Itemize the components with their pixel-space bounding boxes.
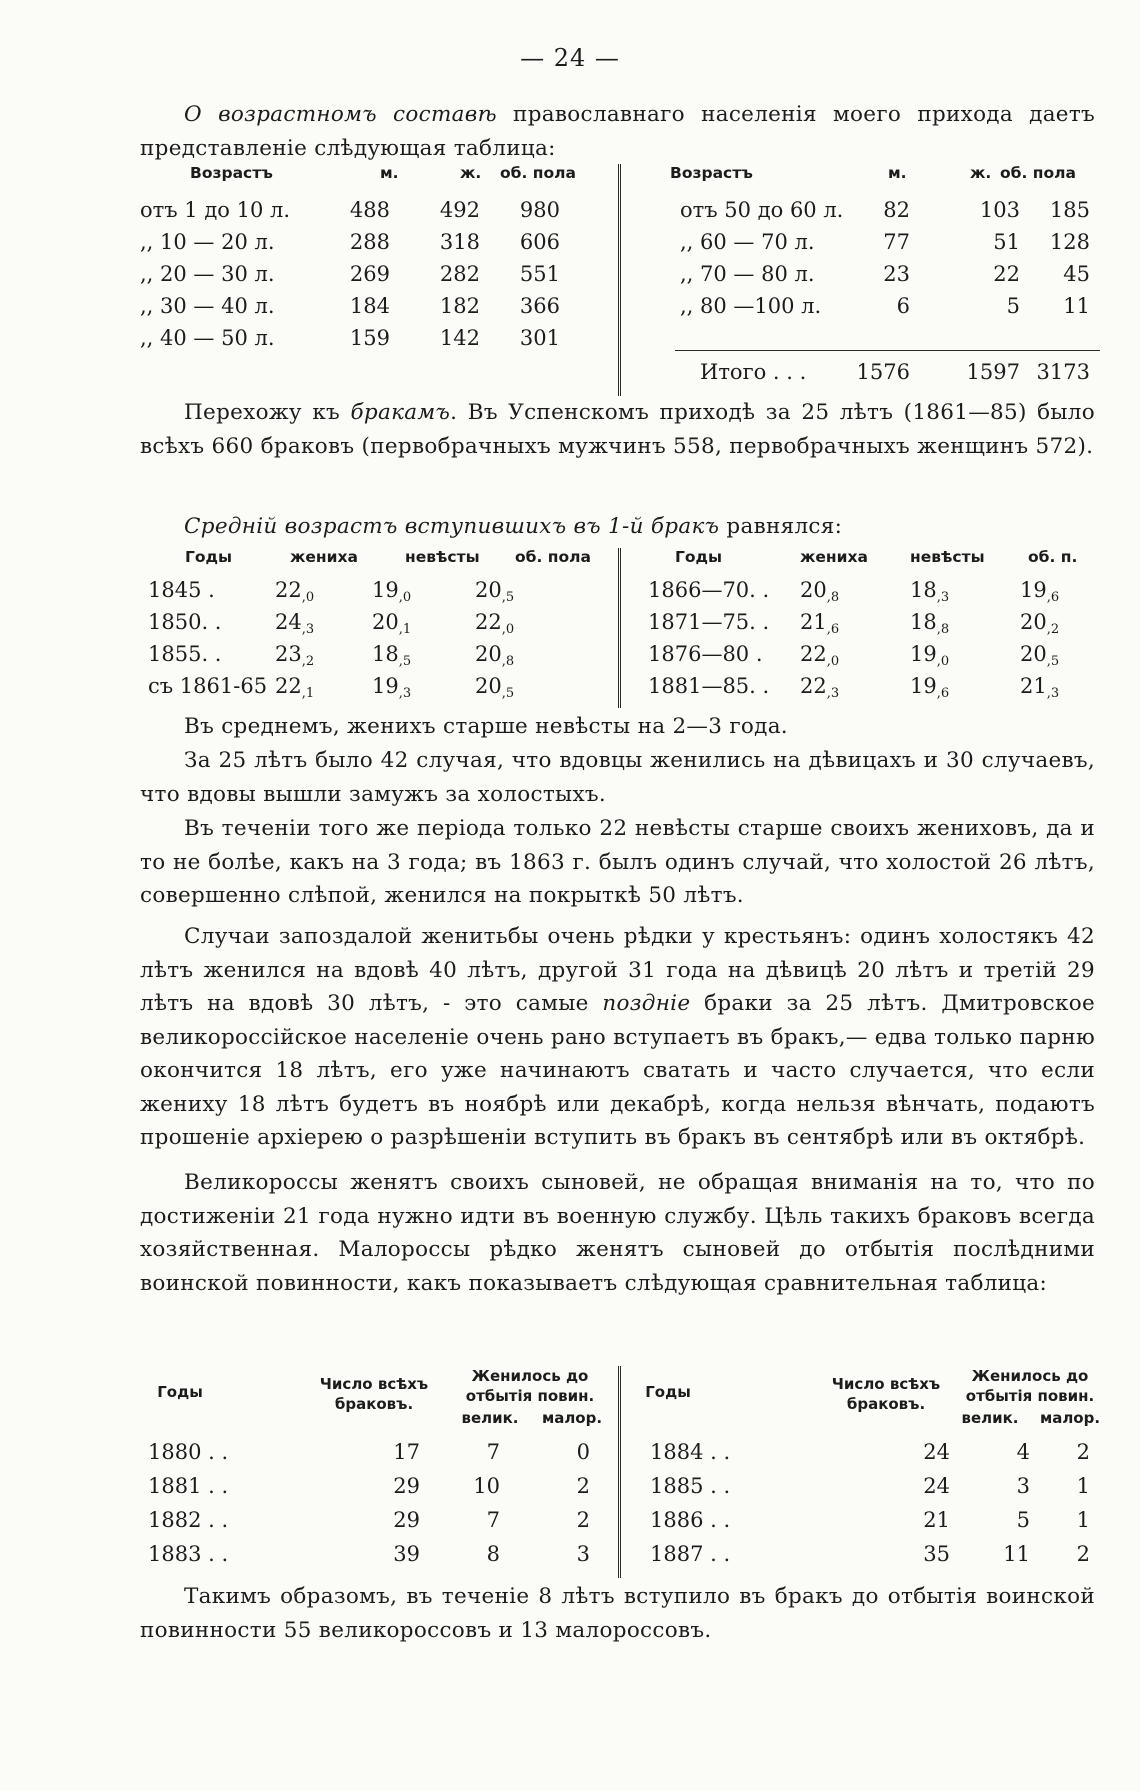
mil-left-cell: 1880 . . — [148, 1440, 229, 1464]
avg-right-value: $22_{,3}$ — [800, 674, 840, 701]
avg-right-decimal: ,5 — [1046, 654, 1060, 669]
avg-left-value: $22_{,1}$ — [275, 674, 315, 701]
age-right-cell: 6 — [896, 294, 910, 318]
age-right-cell: 45 — [1063, 262, 1090, 286]
avg-left-value: $24_{,3}$ — [275, 610, 315, 637]
avg-right-decimal: ,6 — [826, 622, 840, 637]
age-left-cell: 184 — [349, 294, 390, 318]
mil-h-years-r: Годы — [645, 1383, 691, 1401]
age-header-m: м. — [380, 164, 399, 182]
marriages-a: Перехожу къ — [184, 400, 351, 425]
mil-h-mal-r: малор. — [1039, 1409, 1101, 1427]
age-right-cell: ,, 70 — 80 л. — [680, 262, 815, 286]
avg-table-divider — [618, 548, 621, 708]
avg-h-groom: жениха — [290, 548, 358, 566]
age-left-cell: 269 — [349, 262, 390, 286]
mil-left-cell: 8 — [486, 1542, 500, 1566]
age-left-cell: отъ 1 до 10 л. — [140, 198, 290, 222]
age-total-both: 3173 — [1036, 360, 1090, 384]
age-right-cell: 23 — [883, 262, 910, 286]
age-right-cell: 77 — [883, 230, 910, 254]
late-marriage-paragraph — [140, 920, 1095, 1155]
age-total-m: 1576 — [856, 360, 910, 384]
mil-left-cell: 7 — [486, 1440, 500, 1464]
mil-h-married: Женилось до отбытія повин. — [465, 1367, 595, 1405]
late-a: Случаи запоздалой женитьбы очень рѣдки у крестьянъ: одинъ холостякъ 42 лѣтъ женился на вдовѣ 40 лѣтъ, другой 31 года на дѣвицѣ 20 лѣтъ и третій 29 лѣтъ на вдовѣ 30 лѣтъ, - это самые — [140, 924, 1095, 1016]
late-italic: поздніе — [602, 991, 691, 1016]
mil-left-cell: 1881 . . — [148, 1474, 229, 1498]
avg-left-decimal: ,3 — [398, 686, 412, 701]
mil-h-years: Годы — [157, 1383, 203, 1401]
age-table — [140, 164, 1100, 396]
age-header-m-r: м. — [888, 164, 907, 182]
mil-right-cell: 1 — [1076, 1508, 1090, 1532]
avg-right-year: 1876—80 . — [648, 642, 763, 666]
age-header-age-r: Возрастъ — [670, 164, 753, 182]
mil-right-cell: 11 — [1003, 1542, 1030, 1566]
age-table-total-rule — [675, 350, 1100, 351]
mil-h-total: Число всѣхъ браковъ. — [319, 1375, 429, 1413]
age-left-cell: ,, 40 — 50 л. — [140, 326, 275, 350]
late-b: браки за 25 лѣтъ. Дмитровское великороссійское населеніе очень рано вступаетъ въ бракъ,— едва только парню окончится 18 лѣтъ, его уже начинаютъ сватать и часто случается, что если жениху 18 лѣтъ будетъ въ ноябрѣ или декабрѣ, когда нельзя вѣнчать, подаютъ прошеніе архіерею о разрѣшеніи вступить въ бракъ въ сентябрѣ или въ октябрѣ. — [140, 991, 1096, 1150]
avg-right-value: $19_{,6}$ — [910, 674, 950, 701]
avg-right-decimal: ,3 — [1046, 686, 1060, 701]
avg-h-years-r: Годы — [675, 548, 723, 566]
avg-left-year: 1845 . — [148, 578, 215, 602]
age-right-cell: 51 — [993, 230, 1020, 254]
avg-right-value: $19_{,6}$ — [1020, 578, 1060, 605]
avg-left-value: $20_{,8}$ — [475, 642, 515, 669]
page-number: — 24 — — [520, 44, 620, 72]
avg-h-both-r: об. п. — [1028, 548, 1078, 566]
avg-left-decimal: ,0 — [501, 622, 515, 637]
age-right-cell: отъ 50 до 60 л. — [680, 198, 844, 222]
widows-paragraph: За 25 лѣтъ было 42 случая, что вдовцы женились на дѣвицахъ и 30 случаевъ, что вдовы вышли замужъ за холостыхъ. — [140, 748, 1095, 807]
age-right-cell: 82 — [883, 198, 910, 222]
avg-caption-rest: равнялся: — [719, 514, 843, 539]
mil-left-cell: 17 — [393, 1440, 420, 1464]
avg-right-decimal: ,3 — [826, 686, 840, 701]
avg-right-decimal: ,6 — [1046, 590, 1060, 605]
avg-left-value: $23_{,2}$ — [275, 642, 315, 669]
mil-left-cell: 39 — [393, 1542, 420, 1566]
avg-right-value: $20_{,2}$ — [1020, 610, 1060, 637]
avg-table — [140, 548, 1100, 708]
age-header-both-r: об. пола — [1000, 164, 1076, 182]
avg-h-bride: невѣсты — [405, 548, 480, 566]
mil-right-cell: 4 — [1016, 1440, 1030, 1464]
mil-table-divider — [618, 1366, 621, 1578]
intro-rest: православнаго населенія моего прихода даетъ представленіе слѣдующая таблица: — [140, 102, 1096, 161]
avg-right-value: $20_{,8}$ — [800, 578, 840, 605]
avg-right-decimal: ,3 — [936, 590, 950, 605]
mil-right-cell: 1884 . . — [650, 1440, 731, 1464]
marriages-paragraph — [140, 396, 1095, 463]
avg-left-value: $20_{,1}$ — [372, 610, 412, 637]
avg-right-value: $18_{,8}$ — [910, 610, 950, 637]
avg-right-value: $18_{,3}$ — [910, 578, 950, 605]
age-left-cell: 318 — [439, 230, 480, 254]
age-left-cell: 980 — [519, 198, 560, 222]
age-total-label: Итого . . . — [700, 360, 807, 384]
mil-right-cell: 1886 . . — [650, 1508, 731, 1532]
age-left-cell: 159 — [349, 326, 390, 350]
mil-right-cell: 24 — [923, 1440, 950, 1464]
avg-h-bride-r: невѣсты — [910, 548, 985, 566]
mil-left-cell: 10 — [473, 1474, 500, 1498]
age-left-cell: 288 — [349, 230, 390, 254]
age-right-cell: 5 — [1006, 294, 1020, 318]
age-left-cell: 551 — [519, 262, 560, 286]
avg-h-both: об. пола — [515, 548, 591, 566]
older-brides-paragraph: Въ теченіи того же періода только 22 невѣсты старше своихъ жениховъ, да и то не болѣе, какъ на 3 года; въ 1863 г. былъ одинъ случай, что холостой 26 лѣтъ, совершенно слѣпой, женился на покрыткѣ 50 лѣтъ. — [140, 816, 1095, 908]
avg-h-years: Годы — [185, 548, 233, 566]
avg-caption-italic: Средній возрастъ вступившихъ въ 1-й бракъ — [184, 514, 720, 539]
age-header-age: Возрастъ — [190, 164, 273, 182]
avg-left-year: 1855. . — [148, 642, 222, 666]
mil-right-cell: 1 — [1076, 1474, 1090, 1498]
age-left-cell: 282 — [439, 262, 480, 286]
mil-right-cell: 2 — [1076, 1542, 1090, 1566]
avg-right-decimal: ,6 — [936, 686, 950, 701]
mil-right-cell: 1887 . . — [650, 1542, 731, 1566]
age-left-cell: 488 — [349, 198, 390, 222]
avg-left-decimal: ,0 — [301, 590, 315, 605]
age-table-divider — [618, 164, 621, 396]
avg-right-decimal: ,0 — [826, 654, 840, 669]
age-total-f: 1597 — [966, 360, 1020, 384]
military-paragraph: Великороссы женятъ своихъ сыновей, не обращая вниманія на то, что по достиженіи 21 года нужно идти въ военную службу. Цѣль такихъ браковъ всегда хозяйственная. Малороссы рѣдко женятъ сыновей до отбытія послѣдними воинской повинности, какъ показываетъ слѣдующая сравнительная таблица: — [140, 1170, 1095, 1296]
marriages-italic: бракамъ — [350, 400, 451, 425]
avg-left-value: $22_{,0}$ — [475, 610, 515, 637]
mil-left-cell: 1883 . . — [148, 1542, 229, 1566]
age-left-cell: 182 — [439, 294, 480, 318]
age-header-both: об. пола — [500, 164, 576, 182]
age-right-cell: ,, 60 — 70 л. — [680, 230, 815, 254]
avg-right-year: 1866—70. . — [648, 578, 770, 602]
mil-h-vel-r: велик. — [961, 1409, 1019, 1427]
avg-right-decimal: ,2 — [1046, 622, 1060, 637]
avg-right-decimal: ,8 — [936, 622, 950, 637]
avg-right-year: 1881—85. . — [648, 674, 770, 698]
avg-left-year: съ 1861-65 — [148, 674, 268, 698]
age-left-cell: 142 — [439, 326, 480, 350]
mil-right-cell: 3 — [1016, 1474, 1030, 1498]
avg-left-value: $20_{,5}$ — [475, 674, 515, 701]
age-right-cell: 22 — [993, 262, 1020, 286]
avg-caption — [140, 510, 1095, 544]
mil-left-cell: 2 — [576, 1474, 590, 1498]
age-right-cell: 128 — [1049, 230, 1090, 254]
avg-right-decimal: ,0 — [936, 654, 950, 669]
age-header-f-r: ж. — [970, 164, 992, 182]
avg-left-decimal: ,5 — [398, 654, 412, 669]
intro-italic: О возрастномъ составѣ — [184, 102, 497, 127]
age-left-cell: 301 — [519, 326, 560, 350]
military-table — [140, 1366, 1100, 1578]
conclusion-paragraph: Такимъ образомъ, въ теченіе 8 лѣтъ вступило въ бракъ до отбытія воинской повинности 55 великороссовъ и 13 малороссовъ. — [140, 1584, 1095, 1643]
avg-left-decimal: ,1 — [398, 622, 412, 637]
avg-left-decimal: ,5 — [501, 686, 515, 701]
avg-left-decimal: ,0 — [398, 590, 412, 605]
age-right-cell: 11 — [1063, 294, 1090, 318]
avg-left-decimal: ,8 — [501, 654, 515, 669]
mil-left-cell: 7 — [486, 1508, 500, 1532]
age-left-cell: 492 — [439, 198, 480, 222]
avg-right-value: $20_{,5}$ — [1020, 642, 1060, 669]
mil-right-cell: 24 — [923, 1474, 950, 1498]
mil-h-total-r: Число всѣхъ браковъ. — [831, 1375, 941, 1413]
avg-right-value: $21_{,6}$ — [800, 610, 840, 637]
avg-left-decimal: ,5 — [501, 590, 515, 605]
avg-left-value: $19_{,3}$ — [372, 674, 412, 701]
age-left-cell: ,, 30 — 40 л. — [140, 294, 275, 318]
avg-left-value: $20_{,5}$ — [475, 578, 515, 605]
mil-right-cell: 21 — [923, 1508, 950, 1532]
avg-left-decimal: ,3 — [301, 622, 315, 637]
mil-left-cell: 29 — [393, 1474, 420, 1498]
avg-right-value: $22_{,0}$ — [800, 642, 840, 669]
avg-left-year: 1850. . — [148, 610, 222, 634]
avg-left-decimal: ,2 — [301, 654, 315, 669]
avg-left-value: $22_{,0}$ — [275, 578, 315, 605]
age-left-cell: 366 — [519, 294, 560, 318]
mil-right-cell: 2 — [1076, 1440, 1090, 1464]
avg-right-decimal: ,8 — [826, 590, 840, 605]
avg-right-year: 1871—75. . — [648, 610, 770, 634]
mil-left-cell: 1882 . . — [148, 1508, 229, 1532]
mil-right-cell: 5 — [1016, 1508, 1030, 1532]
mil-left-cell: 29 — [393, 1508, 420, 1532]
mil-left-cell: 3 — [576, 1542, 590, 1566]
marriages-b: . Въ Успенскомъ приходѣ за 25 лѣтъ (1861—85) было всѣхъ 660 браковъ (первобрачныхъ мужчинъ 558, первобрачныхъ женщинъ 572). — [140, 400, 1095, 459]
age-left-cell: ,, 20 — 30 л. — [140, 262, 275, 286]
mil-right-cell: 1885 . . — [650, 1474, 731, 1498]
avg-right-value: $19_{,0}$ — [910, 642, 950, 669]
age-right-cell: 185 — [1049, 198, 1090, 222]
mil-left-cell: 0 — [576, 1440, 590, 1464]
age-header-f: ж. — [460, 164, 482, 182]
age-right-cell: 103 — [979, 198, 1020, 222]
intro-paragraph — [140, 98, 1095, 165]
avg-left-value: $19_{,0}$ — [372, 578, 412, 605]
age-left-cell: ,, 10 — 20 л. — [140, 230, 275, 254]
avg-summary: Въ среднемъ, женихъ старше невѣсты на 2—3 года. — [184, 714, 788, 739]
avg-h-groom-r: жениха — [800, 548, 868, 566]
avg-left-decimal: ,1 — [301, 686, 315, 701]
age-right-cell: ,, 80 —100 л. — [680, 294, 822, 318]
mil-left-cell: 2 — [576, 1508, 590, 1532]
mil-right-cell: 35 — [923, 1542, 950, 1566]
age-left-cell: 606 — [519, 230, 560, 254]
avg-left-value: $18_{,5}$ — [372, 642, 412, 669]
mil-h-vel: велик. — [461, 1409, 519, 1427]
mil-h-mal: малор. — [541, 1409, 603, 1427]
mil-h-married-r: Женилось до отбытія повин. — [965, 1367, 1095, 1405]
avg-right-value: $21_{,3}$ — [1020, 674, 1060, 701]
